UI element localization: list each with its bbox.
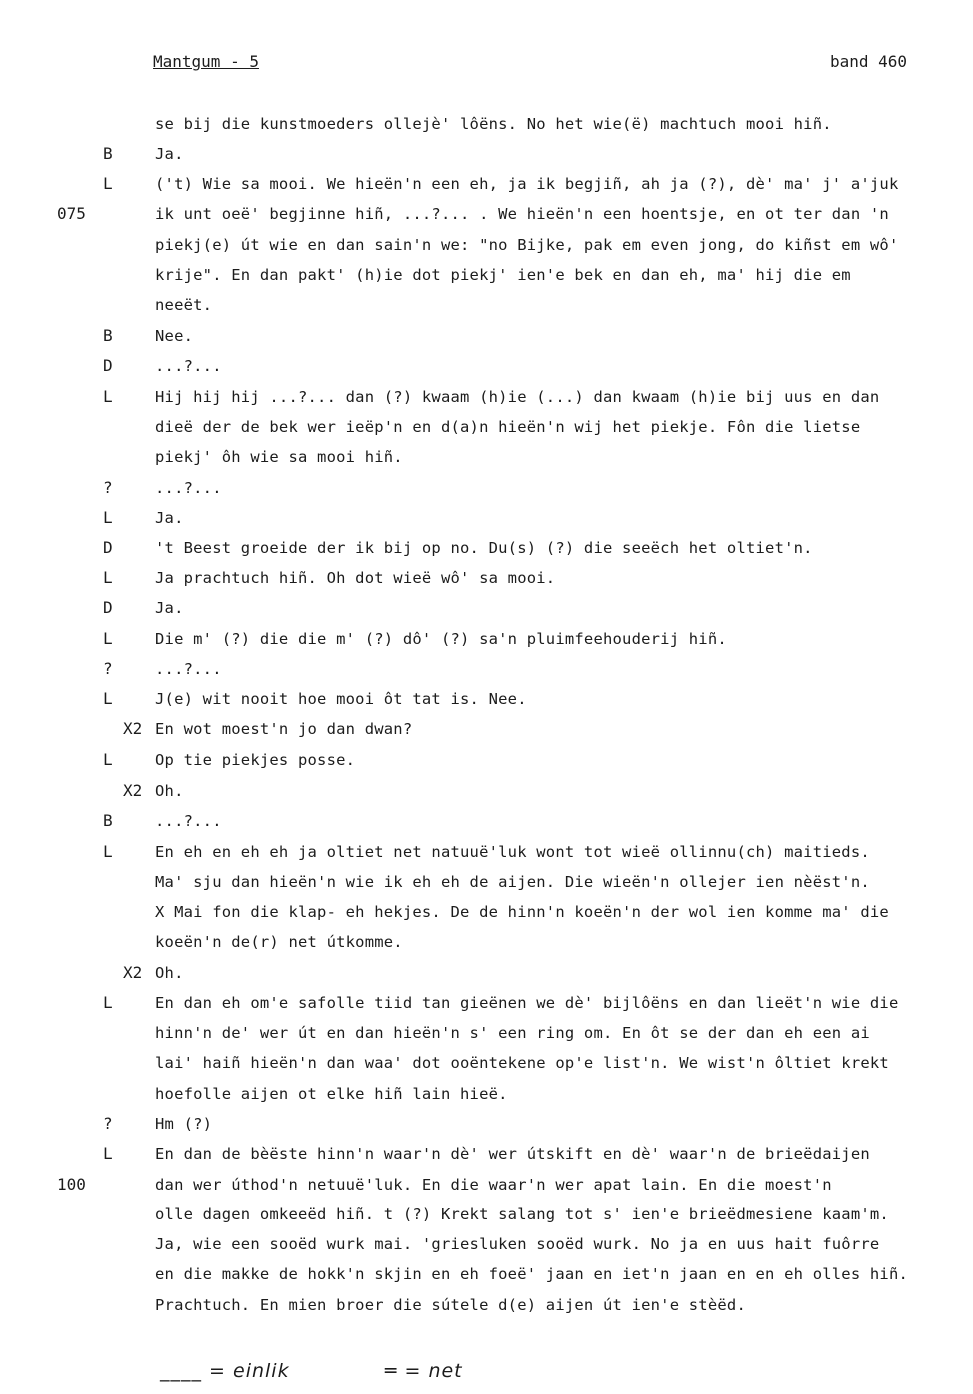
speaker-label: X2	[123, 781, 143, 800]
utterance-text: Ma' sju dan hieën'n wie ik eh eh de aijen. Die wieën'n ollejer ien nèëst'n.	[155, 873, 870, 891]
speaker-label: ?	[103, 659, 113, 678]
utterance-text: lai' haiñ hieën'n dan waa' dot ooëntekene op'e list'n. We wist'n ôltiet krekt	[155, 1054, 889, 1072]
speaker-label: B	[103, 811, 113, 830]
utterance-text: Oh.	[155, 782, 184, 800]
utterance-text: Hij hij hij ...?... dan (?) kwaam (h)ie (...) dan kwaam (h)ie bij uus en dan	[155, 388, 880, 406]
speaker-label: D	[103, 356, 113, 375]
utterance-text: Ja.	[155, 599, 184, 617]
utterance-text: hinn'n de' wer út en dan hieën'n s' een ring om. En ôt se der dan eh een ai	[155, 1024, 870, 1042]
utterance-text: ...?...	[155, 479, 222, 497]
speaker-label: L	[103, 689, 113, 708]
speaker-label: L	[103, 629, 113, 648]
utterance-text: Ja, wie een sooëd wurk mai. 'griesluken sooëd wurk. No ja en uus hait fuôrre	[155, 1235, 880, 1253]
speaker-label: B	[103, 144, 113, 163]
speaker-label: X2	[123, 719, 143, 738]
utterance-text: Prachtuch. En mien broer die sútele d(e) aijen út ien'e stèëd.	[155, 1296, 746, 1314]
utterance-text: En dan eh om'e safolle tiid tan gieënen we dè' bijlôëns en dan lieët'n wie die	[155, 994, 899, 1012]
speaker-label: L	[103, 387, 113, 406]
utterance-text: krije". En dan pakt' (h)ie dot piekj' ien'e bek en dan eh, ma' hij die em	[155, 266, 851, 284]
utterance-text: En eh en eh eh ja oltiet net natuuë'luk wont tot wieë ollinnu(ch) maitieds.	[155, 843, 870, 861]
speaker-label: D	[103, 598, 113, 617]
utterance-text: Nee.	[155, 327, 194, 345]
utterance-text: Ja.	[155, 509, 184, 527]
utterance-text: Ja.	[155, 145, 184, 163]
page-header-title: Mantgum - 5	[153, 52, 259, 71]
utterance-text: dan wer úthod'n netuuë'luk. En die waar'n wer apat lain. En die moest'n	[155, 1176, 832, 1194]
line-number: 100	[57, 1175, 86, 1194]
utterance-text: dieë der de bek wer ieëp'n en d(a)n hieën'n wij het piekje. Fôn die lietse	[155, 418, 861, 436]
utterance-text: ...?...	[155, 660, 222, 678]
speaker-label: L	[103, 842, 113, 861]
utterance-text: En wot moest'n jo dan dwan?	[155, 720, 413, 738]
utterance-text: olle dagen omkeeëd hiñ. t (?) Krekt salang tot s' ien'e brieëdmesiene kaam'm.	[155, 1205, 889, 1223]
utterance-text: 't Beest groeide der ik bij op no. Du(s) (?) die seeëch het oltiet'n.	[155, 539, 813, 557]
utterance-text: ...?...	[155, 357, 222, 375]
utterance-text: piekj' ôh wie sa mooi hiñ.	[155, 448, 403, 466]
speaker-label: L	[103, 174, 113, 193]
utterance-text: Oh.	[155, 964, 184, 982]
utterance-text: Hm (?)	[155, 1115, 213, 1133]
utterance-text: hoefolle aijen ot elke hiñ lain hieë.	[155, 1085, 508, 1103]
page-header-tape-number: band 460	[830, 52, 908, 71]
utterance-text: J(e) wit nooit hoe mooi ôt tat is. Nee.	[155, 690, 527, 708]
utterance-text: piekj(e) út wie en dan sain'n we: "no Bijke, pak em even jong, do kiñst em wô'	[155, 236, 899, 254]
utterance-text: koeën'n de(r) net útkomme.	[155, 933, 403, 951]
line-number: 075	[57, 204, 86, 223]
utterance-text: Op tie piekjes posse.	[155, 751, 356, 769]
utterance-text: Ja prachtuch hiñ. Oh dot wieë wô' sa mooi.	[155, 569, 556, 587]
speaker-label: ?	[103, 1114, 113, 1133]
speaker-label: D	[103, 538, 113, 557]
utterance-text: ('t) Wie sa mooi. We hieën'n een eh, ja ik begjiñ, ah ja (?), dè' ma' j' a'juk	[155, 175, 899, 193]
legend-single-underline: ____ = einlik	[160, 1360, 290, 1382]
speaker-label: L	[103, 508, 113, 527]
speaker-label: X2	[123, 963, 143, 982]
utterance-text: ik unt oeë' begjinne hiñ, ...?... . We hieën'n een hoentsje, en ot ter dan 'n	[155, 205, 889, 223]
legend-double-underline: ═ = net	[385, 1360, 463, 1382]
utterance-text: neeët.	[155, 296, 213, 314]
speaker-label: L	[103, 993, 113, 1012]
utterance-text: ...?...	[155, 812, 222, 830]
utterance-text: X Mai fon die klap- eh hekjes. De de hinn'n koeën'n der wol ien komme ma' die	[155, 903, 889, 921]
speaker-label: L	[103, 1144, 113, 1163]
speaker-label: ?	[103, 478, 113, 497]
utterance-text: en die makke de hokk'n skjin en eh foeë' jaan en iet'n jaan en en eh olles hiñ.	[155, 1265, 909, 1283]
speaker-label: L	[103, 750, 113, 769]
utterance-text: Die m' (?) die die m' (?) dô' (?) sa'n pluimfeehouderij hiñ.	[155, 630, 727, 648]
speaker-label: L	[103, 568, 113, 587]
utterance-text: se bij die kunstmoeders ollejè' lôëns. No het wie(ë) machtuch mooi hiñ.	[155, 115, 832, 133]
utterance-text: En dan de bèëste hinn'n waar'n dè' wer útskift en dè' waar'n de brieëdaijen	[155, 1145, 870, 1163]
speaker-label: B	[103, 326, 113, 345]
